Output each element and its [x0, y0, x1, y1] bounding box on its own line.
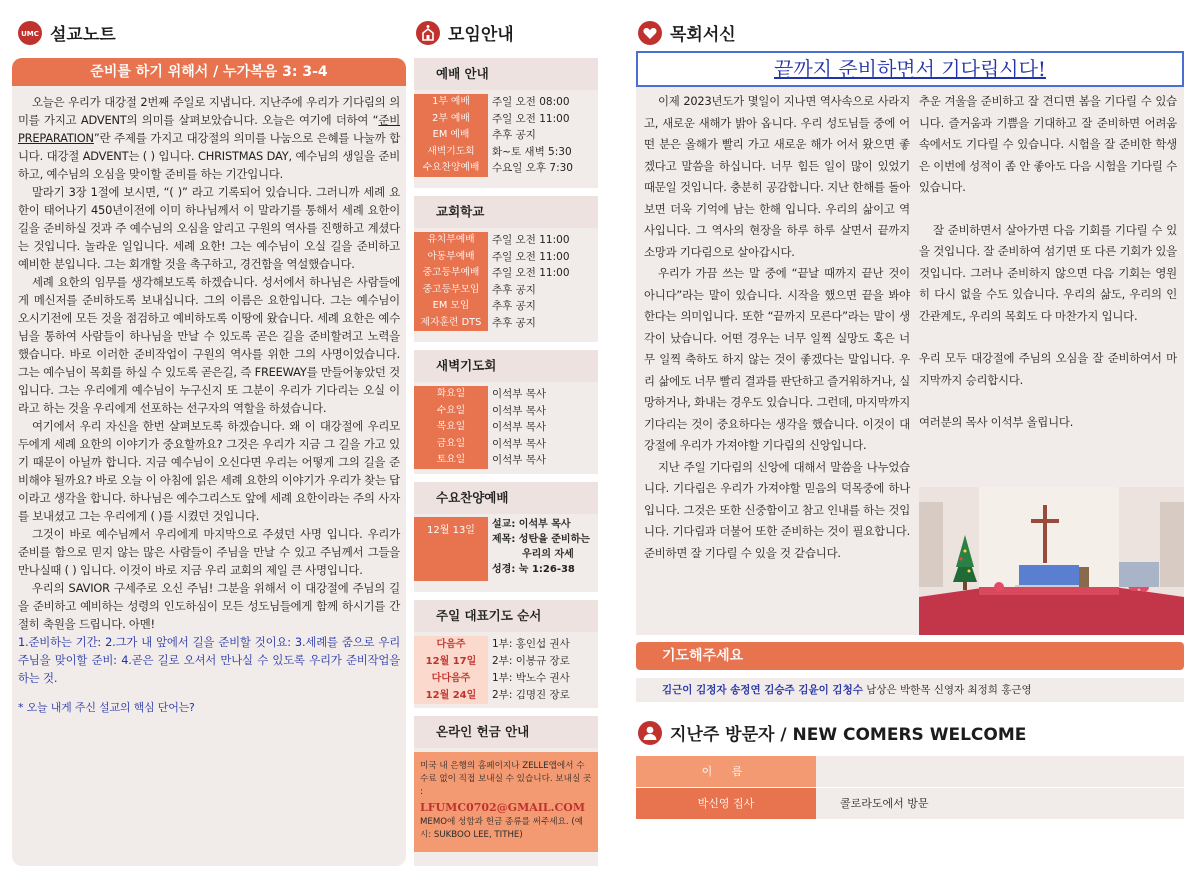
row-value: 1부: 홍인섭 권사 — [492, 638, 570, 650]
table-row — [414, 160, 598, 177]
row-value: 주일 오전 08:00 — [492, 96, 570, 108]
meetings-column — [414, 58, 598, 866]
table-row — [414, 653, 598, 670]
school-table — [414, 228, 598, 331]
svg-text:UMC: UMC — [21, 29, 39, 38]
row-label: 12월 17일 — [414, 653, 488, 670]
visitors-col-name: 이 름 — [636, 756, 816, 787]
row-value: 2부: 이봉규 장로 — [492, 655, 570, 667]
table-row — [414, 687, 598, 704]
row-value: 1부: 박노수 권사 — [492, 672, 570, 684]
wed-scripture: 성경: 눅 1:26-38 — [492, 564, 575, 575]
sermon-paragraph: 말라기 3장 1절에 보시면, “( )” 라고 기록되어 있습니다. 그러니까 세례 요한이 태어나기 450년이전에 이미 하나님께서 이 말라기를 통해서 세례 요한이 길을 준비하실 것과 주 예수님의 오심을 알리고 구원의 역사를 진행하고 계셨다는 것입니다. 놀라운 일입니다. 세례 요한! 그는 예수님이 오실 길을 준비하고 예비한 분입니다. 그는 회개할 것을 촉구하고, 경건함을 역설했습니다. — [18, 185, 400, 271]
row-label: 수요찬양예배 — [414, 160, 488, 177]
table-row — [414, 144, 598, 161]
giving-text: 미국 내 은행의 홈페이지나 ZELLE앱에서 수수료 없이 직접 보내실 수 있습니다. 보내실 곳 : — [420, 761, 592, 797]
worship-table — [414, 90, 598, 177]
sermon-paragraph: 우리의 SAVIOR 구세주로 오신 주님! 그분을 위해서 이 대강절에 주님의 길을 준비하고 예비하는 성령의 인도하심이 모든 성도님들에게 함께 하시기를 간절히 축원을 드립니다. 아멘! — [18, 581, 400, 631]
row-label: 목요일 — [414, 419, 488, 436]
dawn-title: 새벽기도회 — [414, 350, 598, 382]
person-icon — [638, 721, 662, 745]
row-label: 중고등부예배 — [414, 265, 488, 282]
table-row — [414, 127, 598, 144]
prayer-order-table — [414, 632, 598, 704]
table-row — [414, 403, 598, 420]
prayer-request-names: 김근이 김정자 송정연 김승주 김윤이 김청수 남상은 박한목 신영자 최정희 홍근영 — [636, 678, 1184, 702]
row-label: 제자훈련 DTS — [414, 315, 488, 332]
letter-col-left — [644, 91, 910, 564]
visitor-note: 콜로라도에서 방문 — [816, 788, 1184, 819]
table-row — [414, 94, 598, 111]
prayer-order-title: 주일 대표기도 순서 — [414, 600, 598, 632]
table-row — [414, 111, 598, 128]
table-row — [414, 436, 598, 453]
letter-paragraph: 지난 주일 기다림의 신앙에 대해서 말씀을 나누었습니다. 기다림은 우리가 가져야할 믿음의 덕목중에 하나 입니다. 그것은 또한 신중함이고 참고 인내를 하는 것입니다. 기다림과 더불어 또한 준비하는 것이 필요합니다. 준비하면 잘 기다릴 수 있을 것 같습니다. — [644, 459, 910, 560]
letter-paragraph: 이제 2023년도가 몇일이 지나면 역사속으로 사라지고, 새로운 새해가 밝아 옵니다. 우리 성도님들 중에 어떤 분은 올해가 빨리 가고 새로운 해가 어서 왔으면 좋겠다고 말씀을 하십니다. 너무 힘든 일이 많이 있었기 때문일 것입니다. 충분히 공감합니다. 지난 한해를 돌아보면 더욱 기억에 남는 한해 입니다. 우리의 삶이고 역사입니다. 그 역사의 현장을 하루 하루 살면서 끝까지 소망과 기다림으로 살아갑시다. — [644, 94, 910, 259]
table-row — [414, 419, 598, 436]
wed-date: 12월 13일 — [414, 517, 488, 581]
letter-panel — [636, 51, 1184, 635]
giving-email[interactable]: LFUMC0702@GMAIL.COM — [420, 801, 586, 814]
row-label: 유치부예배 — [414, 232, 488, 249]
row-value: 주일 오전 11:00 — [492, 250, 570, 263]
sanctuary-photo — [919, 487, 1184, 635]
sermon-summary: 1.준비하는 기간: 2.그가 내 앞에서 길을 준비할 것이요: 3.세례를 줌으로 우리 주님을 맞이할 준비: 4.곧은 길로 오셔서 만나실 수 있도록 우리가 준비작업을 하는 것. — [18, 635, 400, 685]
row-value: 이석부 목사 — [492, 388, 547, 400]
row-value: 주일 오전 11:00 — [492, 267, 570, 279]
visitors-heading: 지난주 방문자 / NEW COMERS WELCOME — [670, 725, 1027, 745]
sermon-paragraph: 오늘은 우리가 대강절 2번째 주일로 지냅니다. 지난주에 우리가 기다림의 의미를 가지고 ADVENT의 의미를 살펴보았습니다. 오늘은 여기에 더하여 “준비 PREPARATION”란 주제를 가지고 대강절의 의미를 나눔으로 은혜를 나눌까 합니다. 대강절 ADVENT는 ( ) 입니다. CHRISTMAS DAY, 예수님의 생일을 준비하고, 예수님의 오심을 맞이할 준비를 하는 기간입니다. — [18, 95, 400, 181]
table-row — [414, 282, 598, 299]
row-value: 수요일 오후 7:30 — [492, 162, 573, 174]
row-value: 이석부 목사 — [492, 404, 547, 417]
table-row — [414, 636, 598, 653]
prayer-order-box — [414, 600, 598, 708]
table-row — [414, 315, 598, 332]
worship-title: 예배 안내 — [414, 58, 598, 90]
sermon-title: 준비를 하기 위해서 / 누가복음 3: 3-4 — [12, 58, 406, 86]
letter-heading: 목회서신 — [670, 25, 736, 45]
row-label: 12월 24일 — [414, 687, 488, 704]
table-row — [414, 232, 598, 249]
heart-icon — [638, 21, 662, 45]
meetings-heading: 모임안내 — [448, 25, 514, 45]
row-label: 1부 예배 — [414, 94, 488, 111]
wed-box — [414, 482, 598, 592]
table-row — [414, 386, 598, 403]
row-value: 2부: 김명진 장로 — [492, 689, 570, 701]
sermon-question: * 오늘 내게 주신 설교의 핵심 단어는? — [18, 701, 195, 714]
row-label: 금요일 — [414, 436, 488, 453]
letter-header — [638, 20, 736, 45]
sermon-paragraph: 여기에서 우리 자신을 한번 살펴보도록 하겠습니다. 왜 이 대강절에 우리모두에게 세례 요한의 이야기가 중요할까요? 그것은 우리가 지금 그 길을 가고 있기 때문이 아닐까 합니다. 지금 예수님이 오신다면 우리는 어떻게 그의 길을 준비해야 될까요? 바로 오늘 이 아침에 읽은 세례 요한의 이야기가 우리가 찾는 답이라고 생각을 합니다. 하나님은 예수그리스도 앞에 세례 요한이라는 주의 사자를 보내셨고 그는 우리에게 ( )를 시켰던 것입니다. — [18, 419, 400, 523]
letter-paragraph: 추운 겨울을 준비하고 잘 견디면 봄을 기다릴 수 있습니다. 즐거움과 기쁨을 기대하고 잘 준비하면 어려움속에서도 기다릴 수 있습니다. 시험을 잘 준비한 학생은 이번에 성적이 좀 안 좋아도 다음 시험을 기다릴 수 있습니다. — [919, 94, 1177, 194]
row-value: 추후 공지 — [492, 283, 536, 296]
row-value: 이석부 목사 — [492, 454, 547, 466]
visitors-header-row — [636, 756, 1184, 787]
table-row — [414, 670, 598, 687]
row-value: 주일 오전 11:00 — [492, 234, 570, 246]
row-label: EM 모임 — [414, 298, 488, 315]
row-value: 추후 공지 — [492, 316, 536, 329]
row-label: 토요일 — [414, 452, 488, 469]
visitor-name: 박신영 집사 — [636, 788, 816, 819]
letter-paragraph: 우리 모두 대강절에 주님의 오심을 잘 준비하여서 마지막까지 승리합시다. — [919, 351, 1177, 387]
wed-row — [414, 517, 598, 581]
giving-box — [414, 716, 598, 866]
row-label: 화요일 — [414, 386, 488, 403]
giving-info — [414, 752, 598, 852]
row-value: 화~토 새벽 5:30 — [492, 145, 572, 158]
sermon-header — [18, 20, 116, 45]
worship-box — [414, 58, 598, 188]
table-row — [414, 265, 598, 282]
giving-title: 온라인 헌금 안내 — [414, 716, 598, 748]
church-icon — [416, 21, 440, 45]
letter-paragraph: 잘 준비하면서 살아가면 다음 기회를 기다릴 수 있을 것입니다. 잘 준비하여 섬기면 또 다른 기회가 있을 것입니다. 그러나 준비하지 않으면 다음 기회는 영원히 다시 없을 수도 있습니다. 우리의 삶도, 우리의 인간관계도, 우리의 목회도 다 마찬가지 입니다. — [919, 222, 1177, 323]
row-label: 다다음주 — [414, 670, 488, 687]
letter-paragraph: 우리가 가끔 쓰는 말 중에 “끝날 때까지 끝난 것이 아니다”라는 말이 있습니다. 시작을 했으면 끝을 봐야 한다는 의미입니다. 또한 “끝까지 모른다”라는 말이 생각이 났습니다. 어떤 경우는 너무 일찍 실망도 혹은 너무 일찍 축하도 하지 않는 것이 좋겠다는 말입니다. 우리 삶에도 너무 빨리 결과를 판단하고 즐거워하거나, 실망하거나, 화내는 경우도 있습니다. 그런데, 마지막까지 기다리는 것이 중요하다는 생각을 했습니다. 이것이 대강절에 우리가 가져야할 기다림의 신앙입니다. — [644, 266, 910, 452]
row-label: 아동부예배 — [414, 249, 488, 266]
sermon-panel — [12, 58, 406, 866]
wed-topic: 제목: 성탄을 준비하는 — [492, 534, 590, 545]
row-label: 2부 예배 — [414, 111, 488, 128]
row-value: 추후 공지 — [492, 129, 536, 141]
row-label: 수요일 — [414, 403, 488, 420]
wed-preacher: 설교: 이석부 목사 — [492, 519, 571, 530]
row-value: 이석부 목사 — [492, 437, 547, 450]
sermon-body — [12, 86, 406, 717]
row-value: 이석부 목사 — [492, 421, 547, 433]
visitors-table — [636, 756, 1184, 819]
row-label: 다음주 — [414, 636, 488, 653]
sermon-paragraph: 그것이 바로 예수님께서 우리에게 마지막으로 주셨던 사명 입니다. 우리가 준비를 함으로 믿지 않는 많은 사람들이 주님을 만날 수 있고 주님께서 그들을 만나실때 ( ) 입니다. 이것이 바로 지금 우리 교회의 제일 큰 사명입니다. — [18, 527, 400, 577]
row-label: EM 예배 — [414, 127, 488, 144]
school-box — [414, 196, 598, 342]
sermon-heading: 설교노트 — [50, 25, 116, 45]
table-row — [414, 452, 598, 469]
row-label: 새벽기도회 — [414, 144, 488, 161]
wed-title: 수요찬양예배 — [414, 482, 598, 514]
church-logo-icon — [18, 21, 42, 45]
row-value: 추후 공지 — [492, 300, 536, 312]
row-value: 주일 오전 11:00 — [492, 112, 570, 125]
row-label: 중고등부모임 — [414, 282, 488, 299]
table-row — [414, 298, 598, 315]
dawn-table — [414, 382, 598, 469]
letter-col-right — [919, 91, 1177, 434]
meetings-header — [416, 20, 514, 45]
table-row — [414, 249, 598, 266]
prayer-request-title: 기도해주세요 — [636, 642, 1184, 670]
letter-title: 끝까지 준비하면서 기다립시다! — [636, 51, 1184, 87]
giving-memo: MEMO에 성함과 헌금 종류를 써주세요. (예시: SUKBOO LEE, TITHE) — [420, 817, 583, 840]
sermon-paragraph: 세례 요한의 임무를 생각해보도록 하겠습니다. 성서에서 하나님은 사람들에게 메신저를 준비하도록 보내십니다. 그의 이름은 요한입니다. 그는 예수님이 오시기전에 모든 것을 점검하고 예비하도록 이땅에 왔습니다. 세례 요한은 예수님을 통하여 사람들이 하나님을 만날 수 있도록 곧은 길을 준비할려고 노력을 했습니다. 바로 이러한 준비작업이 구원의 역사를 위한 그의 사명이었습니다. 그는 예수님이 목회를 하실 수 있도록 곧은길, 즉 FREEWAY를 만들어놓았던 것입니다. 그는 우리에게 예수님이 누구신지 또 그분이 우리가 기다리는 오실 이라고 하는 것을 우리에게 선포하는 선구자의 역할을 하셨습니다. — [18, 275, 400, 415]
wed-topic-cont: 우리의 자세 — [522, 549, 574, 560]
school-title: 교회학교 — [414, 196, 598, 228]
visitors-header — [638, 720, 1026, 745]
letter-signature: 여러분의 목사 이석부 올립니다. — [919, 415, 1074, 429]
dawn-box — [414, 350, 598, 474]
visitor-row — [636, 788, 1184, 819]
